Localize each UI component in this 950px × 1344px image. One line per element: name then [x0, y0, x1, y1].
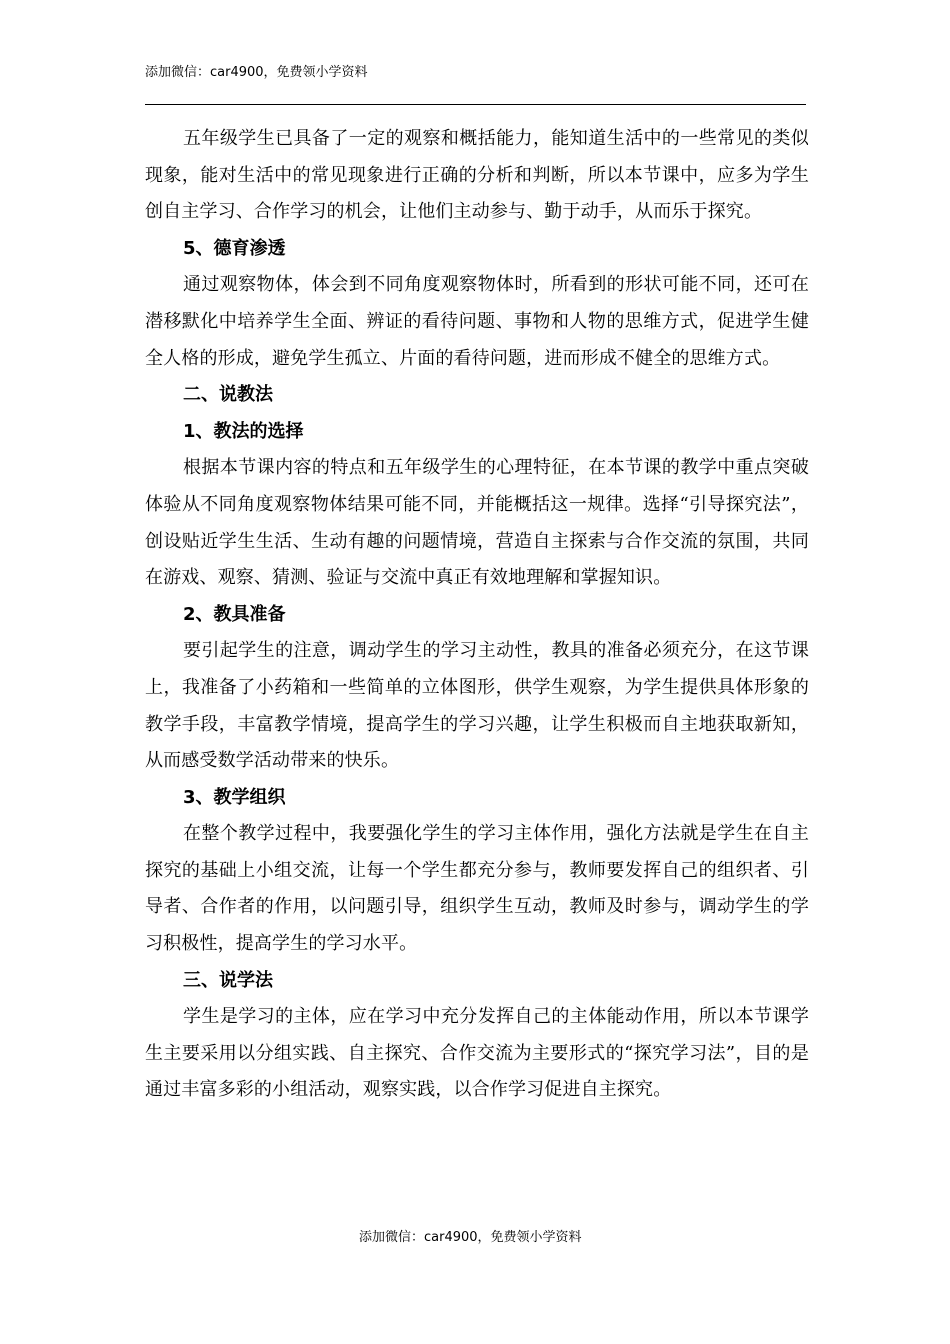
heading-method-selection: 1、教法的选择 — [183, 420, 304, 442]
paragraph-teaching-organization: 在整个教学过程中，我要强化学生的学习主体作用，强化方法就是学生在自主探究的基础上小组交流，让每一个学生都充分参与，教师要发挥自己的组织者、引导者、合作者的作用，以问题引导，组织学生互动，教师及时参与，调动学生的学习积极性，提高学生的学习水平。 — [145, 823, 809, 955]
heading-teaching-method: 二、说教法 — [183, 384, 273, 406]
paragraph-moral-education: 通过观察物体，体会到不同角度观察物体时，所看到的形状可能不同，还可在潜移默化中培养学生全面、辨证的看待问题、事物和人物的思维方式，促进学生健全人格的形成，避免学生孤立、片面的看待问题，进而形成不健全的思维方式。 — [145, 274, 809, 369]
paragraph-teaching-aids: 要引起学生的注意，调动学生的学习主动性，教具的准备必须充分，在这节课上，我准备了小药箱和一些简单的立体图形，供学生观察，为学生提供具体形象的教学手段，丰富教学情境，提高学生的学习兴趣，让学生积极而自主地获取新知，从而感受数学活动带来的快乐。 — [145, 640, 809, 772]
heading-learning-method: 三、说学法 — [183, 969, 273, 991]
paragraph-student-ability: 五年级学生已具备了一定的观察和概括能力，能知道生活中的一些常见的类似现象，能对生活中的常见现象进行正确的分析和判断，所以本节课中，应多为学生创自主学习、合作学习的机会，让他们主动参与、勤于动手，从而乐于探究。 — [145, 128, 809, 223]
paragraph-learning-method: 学生是学习的主体，应在学习中充分发挥自己的主体能动作用，所以本节课学生主要采用以分组实践、自主探究、合作交流为主要形式的“探究学习法”，目的是通过丰富多彩的小组活动，观察实践，以合作学习促进自主探究。 — [145, 1006, 809, 1101]
header-divider — [145, 104, 806, 105]
document-body — [145, 121, 809, 1109]
heading-teaching-aids: 2、教具准备 — [183, 603, 286, 625]
page-header: 添加微信：car4900，免费领小学资料 — [145, 65, 368, 80]
heading-moral-education: 5、德育渗透 — [183, 237, 286, 259]
paragraph-method-selection: 根据本节课内容的特点和五年级学生的心理特征，在本节课的教学中重点突破体验从不同角度观察物体结果可能不同，并能概括这一规律。选择“引导探究法”，创设贴近学生生活、生动有趣的问题情境，营造自主探索与合作交流的氛围，共同在游戏、观察、猜测、验证与交流中真正有效地理解和掌握知识。 — [145, 457, 809, 589]
page-footer: 添加微信：car4900，免费领小学资料 — [359, 1230, 582, 1245]
heading-teaching-organization: 3、教学组织 — [183, 786, 286, 808]
